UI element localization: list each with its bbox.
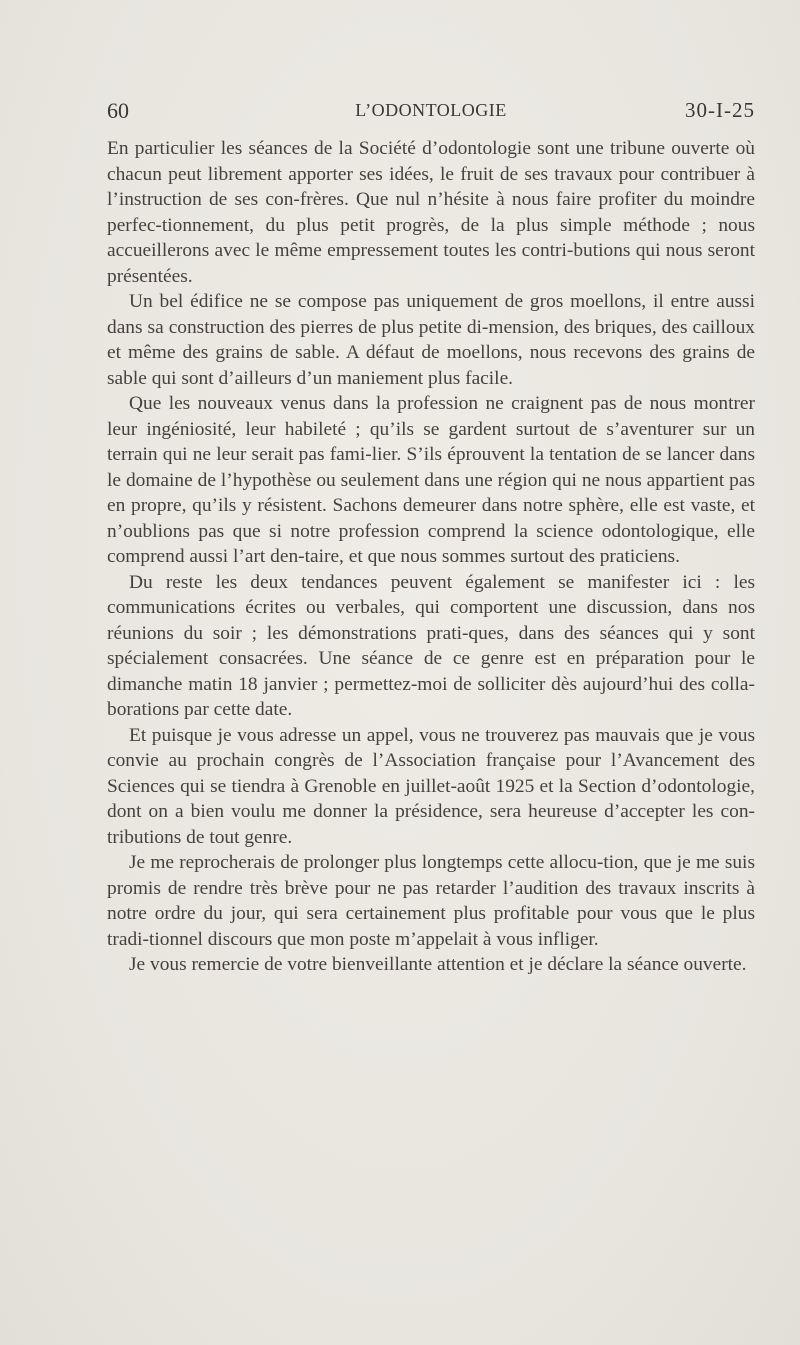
paragraph: Du reste les deux tendances peuvent également se manifester ici : les communications écrites ou verbales, qui comportent une discussion, dans nos réunions du soir ; les démonstrations prati-ques, dans des séances qui y sont spécialement consacrées. Une séance de ce genre est en préparation pour le dimanche matin 18 janvier ; permettez-moi de solliciter dès aujourd’hui des colla-borations par cette date.	[107, 571, 755, 720]
body-text	[107, 136, 755, 978]
page-number: 60	[107, 98, 129, 123]
issue-date: 30-I-25	[685, 98, 755, 122]
paragraph: Que les nouveaux venus dans la profession ne craignent pas de nous montrer leur ingéniosité, leur habileté ; qu’ils se gardent surtout de s’aventurer sur un terrain qui ne leur serait pas fami-lier. S’ils éprouvent la tentation de se lancer dans le domaine de l’hypothèse ou seulement dans une région qui ne nous appartient pas en propre, qu’ils y résistent. Sachons demeurer dans notre sphère, elle est vaste, et n’oublions pas que si notre profession comprend la science odontologique, elle comprend aussi l’art den-taire, et que nous sommes surtout des praticiens.	[107, 393, 755, 567]
paragraph: Je me reprocherais de prolonger plus longtemps cette allocu-tion, que je me suis promis de rendre très brève pour ne pas retarder l’audition des travaux inscrits à notre ordre du jour, qui sera certainement plus profitable pour vous que le plus tradi-tionnel discours que mon poste m’appelait à vous infliger.	[107, 852, 755, 950]
paragraph: Un bel édifice ne se compose pas uniquement de gros moellons, il entre aussi dans sa construction des pierres de plus petite di-mension, des briques, des cailloux et même des grains de sable. A défaut de moellons, nous recevons des grains de sable qui sont d’ailleurs d’un maniement plus facile.	[107, 291, 755, 389]
paragraph: Et puisque je vous adresse un appel, vous ne trouverez pas mauvais que je vous convie au prochain congrès de l’Association française pour l’Avancement des Sciences qui se tiendra à Grenoble en juillet-août 1925 et la Section d’odontologie, dont on a bien voulu me donner la présidence, sera heureuse d’accepter les con-tributions de tout genre.	[107, 724, 755, 848]
paragraph: Je vous remercie de votre bienveillante attention et je déclare la séance ouverte.	[129, 954, 747, 975]
running-head	[107, 98, 755, 128]
paragraph: En particulier les séances de la Société d’odontologie sont une tribune ouverte où chacun peut librement apporter ses idées, le fruit de ses travaux pour contribuer à l’instruction de ses con-frères. Que nul n’hésite à nous faire profiter du moindre perfec-tionnement, du plus petit progrès, de la plus simple méthode ; nous accueillerons avec le même empressement toutes les contri-butions qui nous seront présentées.	[107, 138, 755, 287]
journal-title: L’ODONTOLOGIE	[355, 100, 507, 120]
